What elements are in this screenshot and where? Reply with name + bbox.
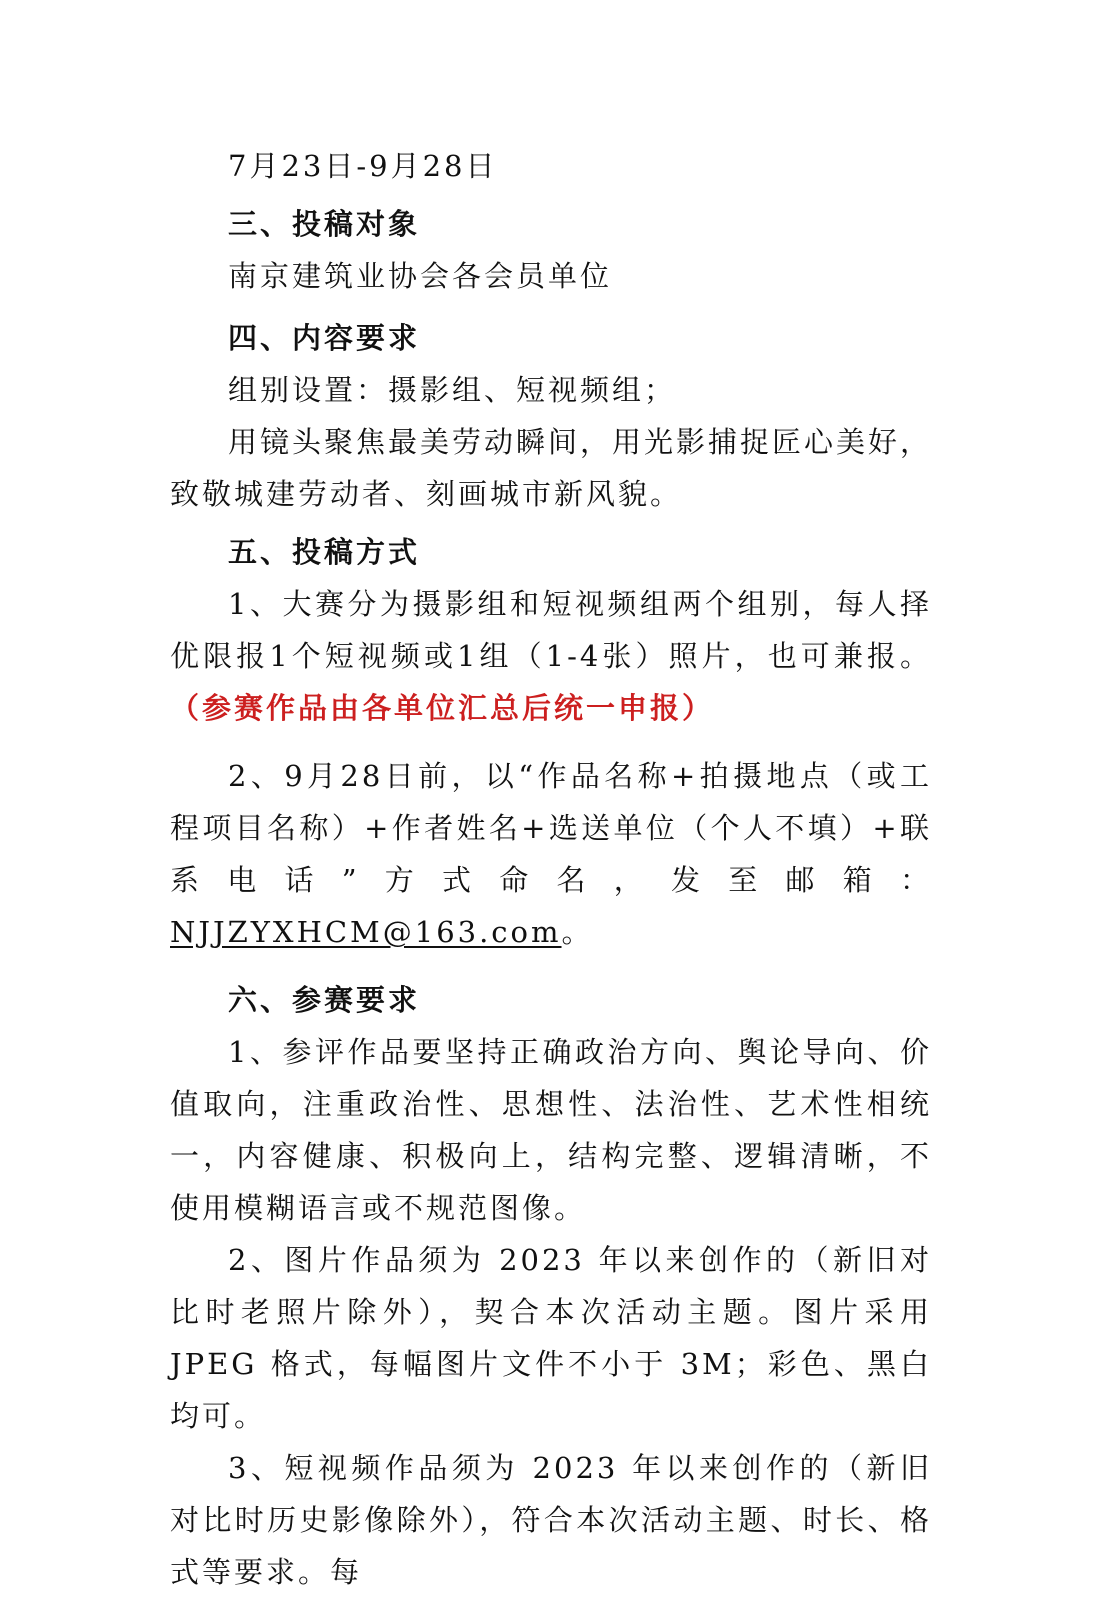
date-range-line: 7月23日-9月28日 xyxy=(228,149,498,183)
section-6-item-1: 1、参评作品要坚持正确政治方向、舆论导向、价值取向，注重政治性、思想性、法治性、艺术性相统一，内容健康、积极向上，结构完整、逻辑清晰，不使用模糊语言或不规范图像。 xyxy=(170,1035,932,1225)
section-6-item-3: 3、短视频作品须为 2023 年以来创作的（新旧对比时历史影像除外），符合本次活动主题、时长、格式等要求。每 xyxy=(170,1451,932,1589)
section-6-item-2: 2、图片作品须为 2023 年以来创作的（新旧对比时老照片除外），契合本次活动主题。图片采用 JPEG 格式，每幅图片文件不小于 3M；彩色、黑白均可。 xyxy=(170,1243,932,1433)
section-4-groups: 组别设置：摄影组、短视频组； xyxy=(228,373,677,407)
section-5-item-2-text: 2、9月28日前，以“作品名称+拍摄地点（或工程项目名称）+作者姓名+选送单位（个人不填）+联系电话”方式命名，发至邮箱： xyxy=(170,759,932,897)
section-5-item-1-note: （参赛作品由各单位汇总后统一申报） xyxy=(170,691,715,725)
section-3-heading: 三、投稿对象 xyxy=(228,207,421,241)
section-5-item-2 xyxy=(170,750,932,958)
document-body xyxy=(170,140,932,1598)
section-4-heading: 四、内容要求 xyxy=(228,321,421,355)
section-5-item-1 xyxy=(170,578,932,734)
section-5-item-2-end: 。 xyxy=(561,915,594,949)
section-5-item-1-text: 1、大赛分为摄影组和短视频组两个组别，每人择优限报1个短视频或1组（1-4张）照片，也可兼报。 xyxy=(170,587,932,673)
section-6-heading: 六、参赛要求 xyxy=(228,983,421,1017)
section-4-body: 用镜头聚焦最美劳动瞬间，用光影捕捉匠心美好，致敬城建劳动者、刻画城市新风貌。 xyxy=(170,425,933,511)
section-5-heading: 五、投稿方式 xyxy=(228,535,421,569)
email-link[interactable]: NJJZYXHCM@163.com xyxy=(170,915,562,949)
section-3-body: 南京建筑业协会各会员单位 xyxy=(228,259,613,293)
